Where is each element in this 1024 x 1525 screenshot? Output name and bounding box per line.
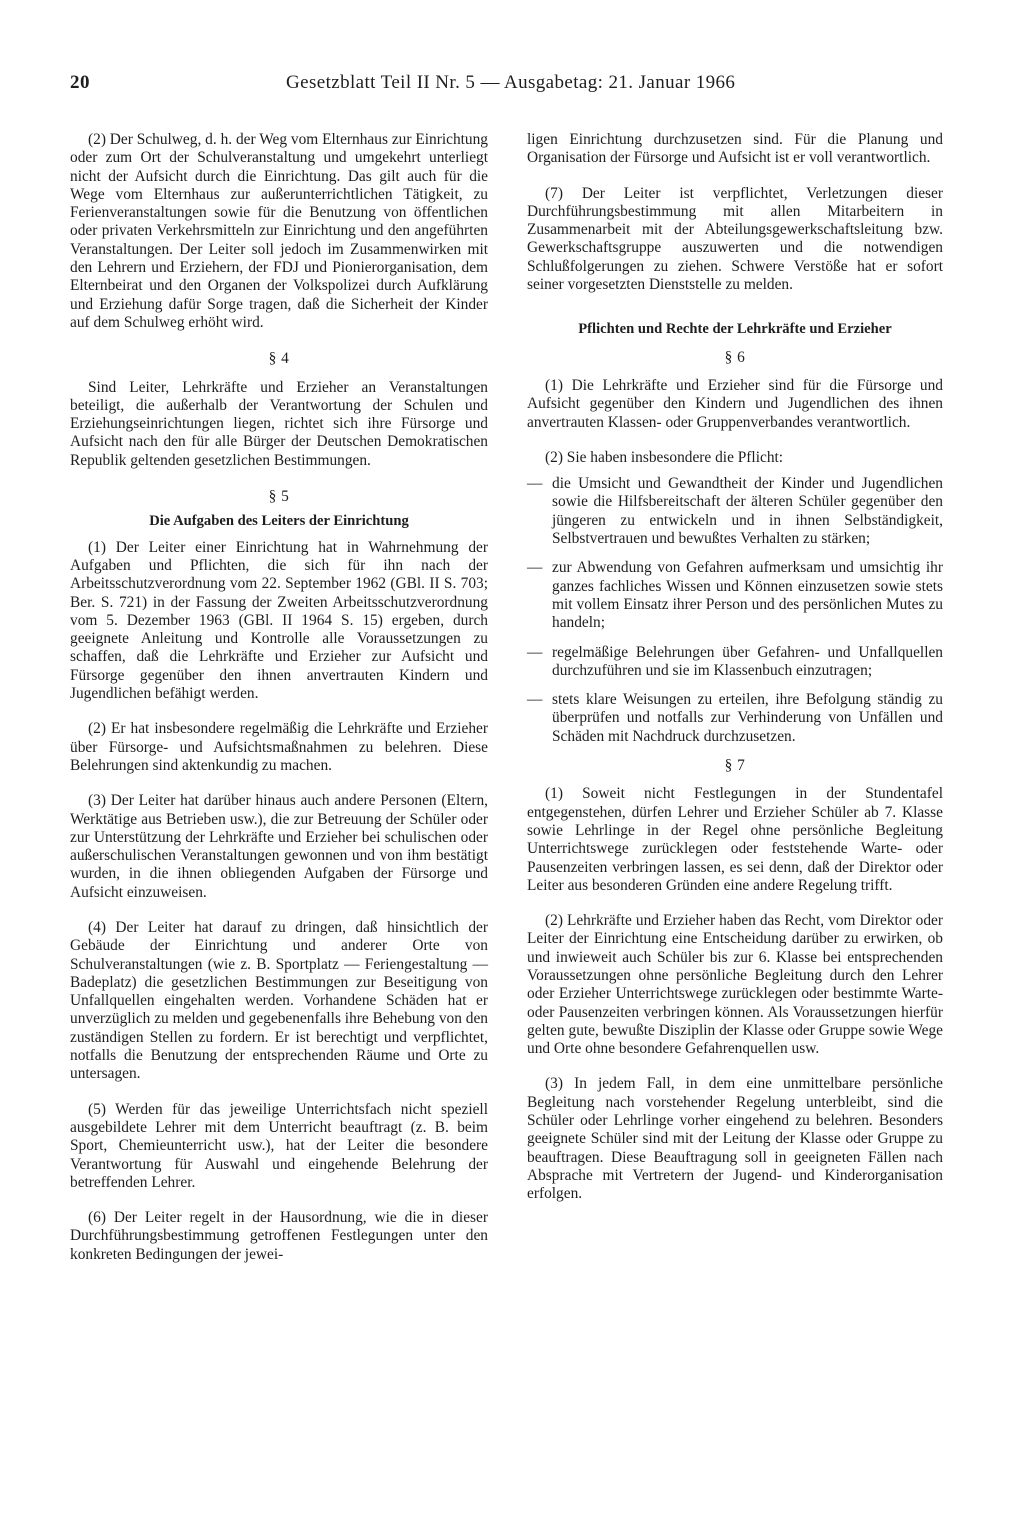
paragraph: (3) Der Leiter hat darüber hinaus auch andere Personen (Eltern, Werktätige aus Betrieben usw.), die zur Betreuung der Schüler oder zur Unterstützung der Lehrkräfte und Erzieher bei schulischen oder außerschulischen Veranstaltungen gewonnen und von ihm bestätigt wurden, in die ihnen obliegenden Aufgaben der Fürsorge und Aufsicht einzuweisen.: [70, 792, 488, 901]
paragraph: (2) Lehrkräfte und Erzieher haben das Recht, vom Direktor oder Leiter der Einrichtung eine Entscheidung darüber zu erwirken, ob und inwieweit auch Schüler bis zur 6. Klasse bei entsprechenden Voraussetzungen ohne persönliche Begleitung durch den Lehrer oder Erzieher Unterrichtswege zurücklegen oder bestimmte Warte- oder Pausenzeiten verbringen können. Als Voraussetzungen hierfür gelten gute, bewußte Disziplin der Klasse oder Gruppe sowie Wege und Orte ohne besondere Gefahrenquellen usw.: [527, 912, 943, 1058]
list-item: [527, 475, 943, 548]
paragraph: (2) Der Schulweg, d. h. der Weg vom Elternhaus zur Einrichtung oder zum Ort der Schulveranstaltung und umgekehrt unterliegt nicht der Aufsicht durch die Einrichtung. Das gilt auch für die Wege vom Elternhaus zur außerunterrichtlichen Tätigkeit, zu Ferienveranstaltungen sowie für die Benutzung von öffentlichen oder privaten Verkehrsmitteln zur Einrichtung und den angeführten Veranstaltungen. Der Leiter soll jedoch im Zusammenwirken mit den Lehrern und Erziehern, der FDJ und Pionierorganisation, dem Elternbeirat und den Organen der Volkspolizei durch Aufklärung und Erziehung dafür Sorge tragen, daß die Sicherheit der Kinder auf dem Schulweg erhöht wird.: [70, 131, 488, 331]
duty-list: [527, 475, 943, 746]
list-item: [527, 559, 943, 632]
list-item-text: zur Abwendung von Gefahren aufmerksam und umsichtig ihr ganzes fachliches Wissen und Können einzusetzen sowie stets mit vollem Einsatz ihrer Person und des persönlichen Mutes zu handeln;: [552, 559, 943, 632]
section-number: § 4: [268, 350, 290, 368]
running-title: Gesetzblatt Teil II Nr. 5 — Ausgabetag: 21. Januar 1966: [286, 72, 736, 93]
section-number: § 7: [724, 757, 746, 775]
paragraph: ligen Einrichtung durchzusetzen sind. Für die Planung und Organisation der Fürsorge und Aufsicht ist er voll verantwortlich.: [527, 131, 943, 167]
page-header: [70, 72, 950, 102]
paragraph: (1) Soweit nicht Festlegungen in der Stundentafel entgegenstehen, dürfen Lehrer und Erzieher Schüler ab 7. Klasse sowie Lehrlinge in der Regel ohne persönliche Begleitung Unterrichtswege zurücklegen oder feststehende Warte- oder Pausenzeiten verbringen lassen, es sei denn, daß der Direktor oder Leiter aus besonderen Gründen eine andere Regelung trifft.: [527, 785, 943, 894]
paragraph: (1) Die Lehrkräfte und Erzieher sind für die Fürsorge und Aufsicht gegenüber den Kindern und Jugendlichen des ihnen anvertrauten Klassen- oder Gruppenverbandes verantwortlich.: [527, 376, 943, 431]
paragraph: (5) Werden für das jeweilige Unterrichtsfach nicht speziell ausgebildete Lehrer mit dem Unterricht beauftragt (z. B. beim Sport, Chemieunterricht usw.), hat der Leiter die besondere Verantwortung für Auswahl und eingehende Belehrung der betreffenden Lehrer.: [70, 1100, 488, 1191]
paragraph: Sind Leiter, Lehrkräfte und Erzieher an Veranstaltungen beteiligt, die außerhalb der Verantwortung der Schulen und Erziehungseinrichtungen liegen, richtet sich ihre Fürsorge und Aufsicht nach den für alle Bürger der Deutschen Demokratischen Republik geltenden gesetzlichen Bestimmungen.: [70, 378, 488, 469]
section-heading: Die Aufgaben des Leiters der Einrichtung: [149, 513, 409, 530]
list-item-text: die Umsicht und Gewandtheit der Kinder und Jugendlichen sowie die Hilfsbereitschaft der älteren Schüler gegenüber den jüngeren zu entwickeln und in ihnen Selbständigkeit, Selbstvertrauen und bewußtes Verhalten zu stärken;: [552, 475, 943, 548]
dash-marker: —: [527, 475, 543, 493]
dash-marker: —: [527, 643, 543, 661]
paragraph: (7) Der Leiter ist verpflichtet, Verletzungen dieser Durchführungsbestimmung mit allen Mitarbeitern in Zusammenarbeit mit der Abteilungsgewerkschaftsleitung bzw. Gewerkschaftsgruppe auszuwerten und die notwendigen Schlußfolgerungen zu ziehen. Schwere Verstöße hat er sofort seiner vorgesetzten Dienststelle zu melden.: [527, 184, 943, 294]
paragraph: (2) Er hat insbesondere regelmäßig die Lehrkräfte und Erzieher über Fürsorge- und Aufsichtsmaßnahmen zu belehren. Diese Belehrungen sind aktenkundig zu machen.: [70, 720, 488, 774]
section-number: § 6: [724, 348, 746, 366]
paragraph: (2) Sie haben insbesondere die Pflicht:: [545, 448, 784, 466]
paragraph: (4) Der Leiter hat darauf zu dringen, daß hinsichtlich der Gebäude der Einrichtung und anderer Orte von Schulveranstaltungen (wie z. B. Sportplatz — Feriengestaltung — Badeplatz) die gesetzlichen Bestimmungen zur Beseitigung von Unfallquellen eingehalten werden. Vorhandene Schäden hat er unverzüglich zu melden und gegebenenfalls ihre Behebung von den zuständigen Stellen zu fordern. Er ist berechtigt und verpflichtet, notfalls die Benutzung der entsprechenden Räume und Orte zu untersagen.: [70, 918, 488, 1083]
dash-marker: —: [527, 691, 543, 709]
paragraph: (1) Der Leiter einer Einrichtung hat in Wahrnehmung der Aufgaben und Pflichten, die sich für ihn nach der Arbeitsschutzverordnung vom 22. September 1962 (GBl. II S. 703; Ber. S. 721) in der Fassung der Zweiten Arbeitsschutzverordnung vom 5. Dezember 1963 (GBl. II 1964 S. 15) ergeben, durch geeignete Anleitung und Kontrolle alle Voraussetzungen zu schaffen, daß die Lehrkräfte und Erzieher zur Aufsicht und Fürsorge gegenüber den ihnen anvertrauten Kindern und Jugendlichen befähigt werden.: [70, 538, 488, 703]
paragraph: (3) In jedem Fall, in dem eine unmittelbare persönliche Begleitung nach vorstehender Regelung unterbleibt, sind die Schüler oder Lehrlinge vorher eingehend zu belehren. Besonders geeignete Schüler sind mit der Leitung der Klasse oder Gruppe zu beauftragen. Diese Beauftragung soll in geeigneten Fällen nach Absprache mit Vertretern der Jugend- und Kinderorganisation erfolgen.: [527, 1075, 943, 1203]
list-item: [527, 691, 943, 746]
section-number: § 5: [268, 488, 290, 506]
list-item-text: stets klare Weisungen zu erteilen, ihre Befolgung ständig zu überprüfen und notfalls zur Verhinderung von Unfällen und Schäden mit Nachdruck durchzusetzen.: [552, 691, 943, 745]
paragraph: (6) Der Leiter regelt in der Hausordnung, wie die in dieser Durchführungsbestimmung getroffenen Festlegungen unter den konkreten Bedingungen der jewei-: [70, 1209, 488, 1263]
list-item: [527, 644, 943, 681]
left-column: [70, 131, 488, 1264]
page-number: 20: [70, 72, 90, 93]
dash-marker: —: [527, 559, 543, 577]
right-column: [527, 131, 943, 1204]
section-heading: Pflichten und Rechte der Lehrkräfte und Erzieher: [578, 321, 892, 338]
list-item-text: regelmäßige Belehrungen über Gefahren- und Unfallquellen durchzuführen und sie im Klassenbuch einzutragen;: [552, 643, 943, 679]
